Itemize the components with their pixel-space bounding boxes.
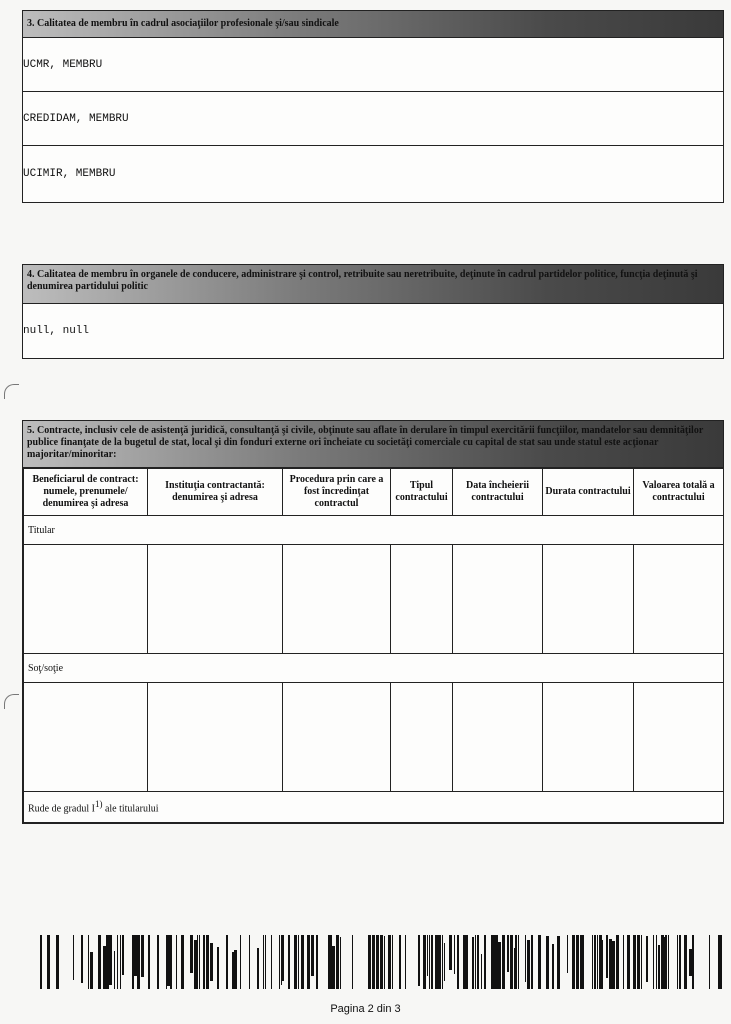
footnote-marker: 1) [94, 799, 103, 810]
section-political-parties [22, 264, 724, 359]
party-row: null, null [23, 325, 90, 337]
column-header: Durata contractului [543, 469, 634, 516]
column-header: Valoarea totală a contractului [634, 469, 724, 516]
punch-hole-mark [4, 694, 19, 709]
group-label: Soţ/soţie [24, 654, 724, 683]
section-contracts [22, 420, 724, 824]
column-header: Procedura prin care a fost încredinţat contractul [283, 469, 391, 516]
section-3-heading: 3. Calitatea de membru în cadrul asociaţiilor profesionale şi/sau sindicale [23, 11, 723, 38]
page-number: Pagina 2 din 3 [330, 1003, 401, 1015]
relatives-label [24, 792, 724, 823]
column-header: Tipul contractului [391, 469, 453, 516]
group-row-titular [24, 516, 724, 545]
column-header: Data încheierii contractului [453, 469, 543, 516]
group-row-relatives [24, 792, 724, 823]
association-row: UCMR, MEMBRU [23, 38, 723, 92]
punch-hole-mark [4, 384, 19, 399]
association-row: UCIMIR, MEMBRU [23, 168, 116, 180]
table-header-row [24, 469, 724, 516]
column-header: Beneficiarul de contract: numele, prenumele/ denumirea şi adresa [24, 469, 148, 516]
section-4-heading: 4. Calitatea de membru în organele de conducere, administrare şi control, retribuite sau neretribuite, deţinute în cadrul partidelor politice, funcţia deţinută şi denumirea partidului politic [23, 265, 723, 304]
column-header: Instituţia contractantă: denumirea şi adresa [148, 469, 283, 516]
table-row [24, 545, 724, 654]
section-5-heading: 5. Contracte, inclusiv cele de asistenţă juridică, consultanţă şi civile, obţinute sau aflate în derulare în timpul exercitării funcţiilor, mandatelor sau demnităţilor publice finanţate de la bugetul de stat, local şi din fonduri externe ori încheiate cu societăţi comerciale cu capital de stat sau unde statul este acţionar majoritar/minoritar: [23, 421, 723, 468]
group-label: Titular [24, 516, 724, 545]
group-row-spouse [24, 654, 724, 683]
table-row [24, 683, 724, 792]
section-professional-associations [22, 10, 724, 203]
relatives-label-suffix: ale titularului [102, 803, 159, 815]
association-row: CREDIDAM, MEMBRU [23, 92, 723, 146]
barcode [40, 935, 722, 989]
relatives-label-text: Rude de gradul I [28, 803, 95, 815]
contracts-table [23, 468, 724, 823]
